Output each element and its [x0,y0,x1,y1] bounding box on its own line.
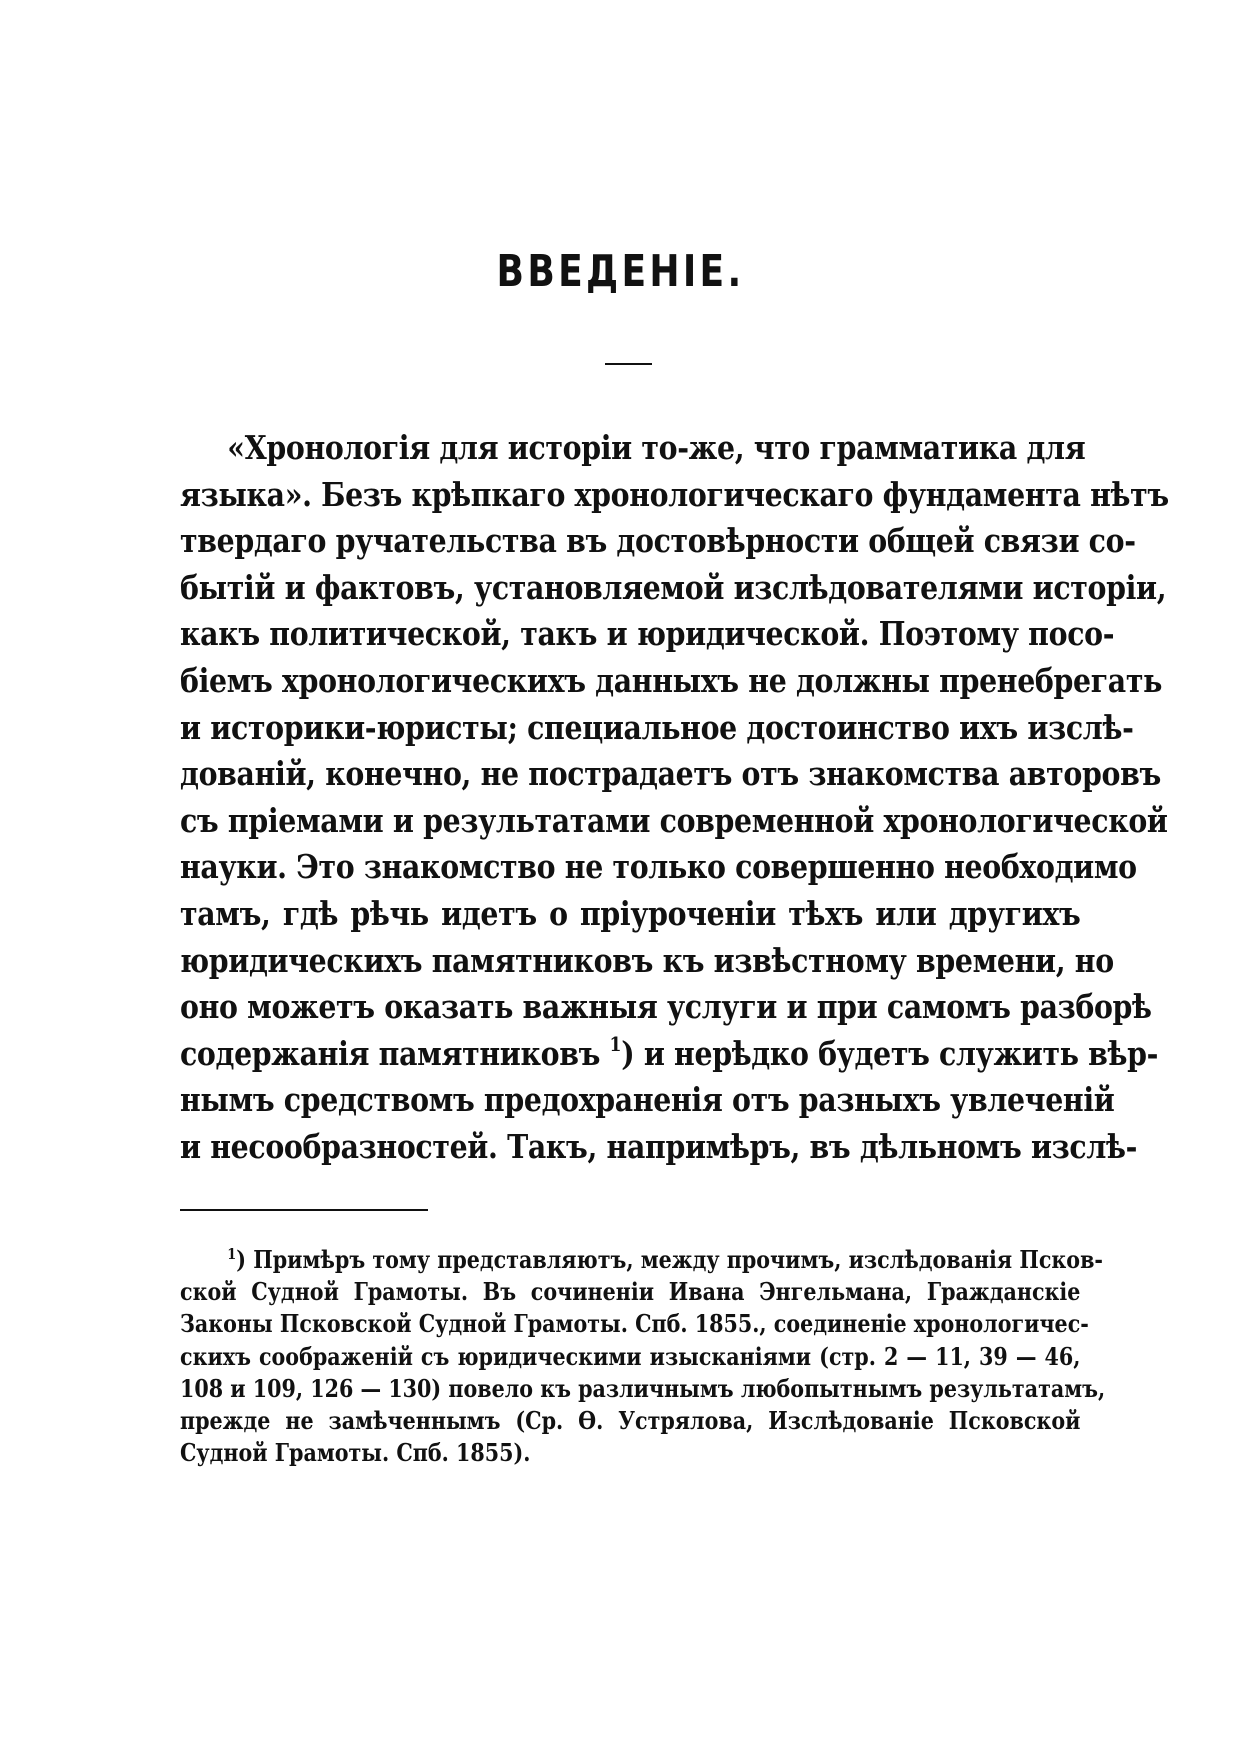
body-line: нымъ средствомъ предохраненія отъ разныхъ увлеченій [180,1080,1115,1120]
body-line: науки. Это знакомство не только совершенно необходимо [180,847,1137,887]
body-line: и несообразностей. Такъ, напримѣръ, въ дѣльномъ изслѣ- [180,1126,1138,1166]
body-line: бытій и фактовъ, установляемой изслѣдователями исторіи, [180,567,1167,607]
body-line: языка». Безъ крѣпкаго хронологическаго фундамента нѣтъ [180,474,1169,514]
footnotes [180,1244,1106,1469]
body-line: съ пріемами и результатами современной хронологической [180,800,1168,840]
body-line: біемъ хронологическихъ данныхъ не должны пренебрегать [180,660,1162,700]
body-line-part: содержанія памятниковъ [180,1033,601,1073]
body-text [180,425,1169,1171]
footnote-line: Судной Грамоты. Спб. 1855). [180,1438,531,1468]
footnote-line [180,1244,1103,1276]
footnote-marker: 1 [227,1245,237,1263]
body-line: «Хронологія для исторіи то-же, что грамматика для [227,428,1086,467]
body-line-with-footnote-ref [180,1031,1159,1078]
footnote-reference[interactable]: 1 [609,1031,622,1056]
chapter-title: ВВЕДЕНІЕ. [496,246,745,297]
footnote-line-text: ) Примѣръ тому представляютъ, между прочимъ, изслѣдованія Псков- [236,1245,1103,1274]
footnote-line: прежде не замѣченнымъ (Ср. Ѳ. Устрялова, Изслѣдованіе Псковской [180,1405,1081,1435]
footnote-line: 108 и 109, 126 — 130) повело къ различнымъ любопытнымъ результатамъ, [180,1373,1106,1403]
body-line: тамъ, гдѣ рѣчь идетъ о пріуроченіи тѣхъ или другихъ [180,893,1081,933]
title-divider [605,363,652,365]
body-line: твердаго ручательства въ достовѣрности общей связи со- [180,521,1136,561]
body-line: дованій, конечно, не пострадаетъ отъ знакомства авторовъ [180,754,1161,794]
footnote-line: скихъ соображеній съ юридическими изысканіями (стр. 2 — 11, 39 — 46, [180,1341,1081,1371]
body-line: оно можетъ оказать важныя услуги и при самомъ разборѣ [180,987,1152,1027]
footnote-divider [180,1209,428,1211]
body-line-part: ) и нерѣдко будетъ служить вѣр- [621,1033,1159,1073]
footnote-line: Законы Псковской Судной Грамоты. Спб. 1855., соединеніе хронологичес- [180,1309,1089,1339]
body-line: и историки-юристы; специальное достоинство ихъ изслѣ- [180,707,1134,747]
body-line: юридическихъ памятниковъ къ извѣстному времени, но [180,940,1114,980]
footnote-line: ской Судной Грамоты. Въ сочиненіи Ивана Энгельмана, Гражданскіе [180,1277,1081,1307]
body-line: какъ политической, такъ и юридической. Поэтому посо- [180,614,1115,654]
